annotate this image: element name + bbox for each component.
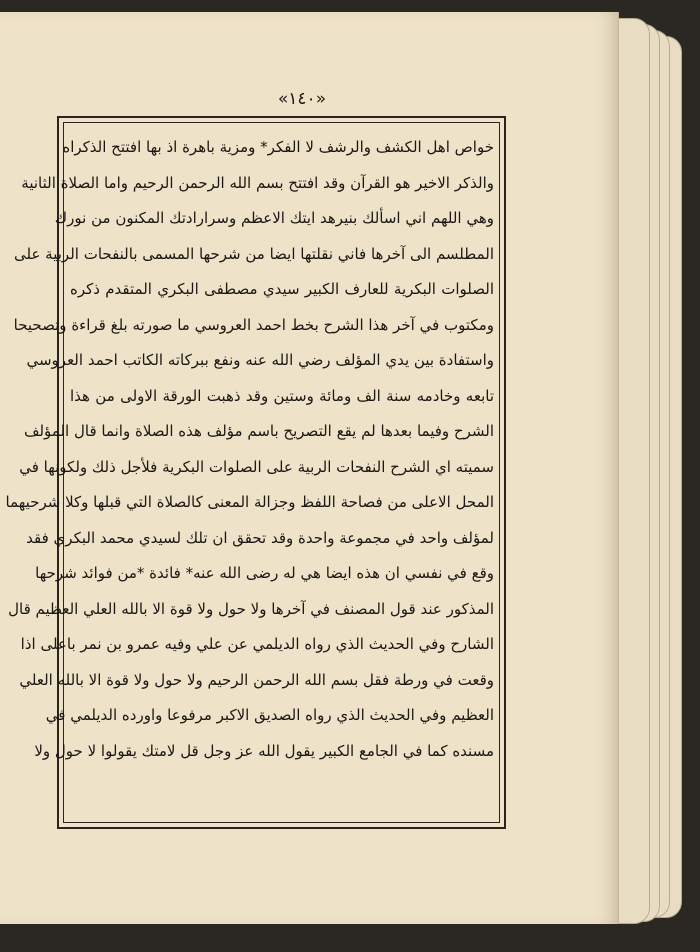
text-line: المحل الاعلى من فصاحة اللفظ وجزالة المعنى كالصلاة التي قبلها وكلا شرحيهما xyxy=(5,493,494,511)
text-line: العظيم وفي الحديث الذي رواه الصديق الاكبر مرفوعا واورده الديلمي في xyxy=(45,706,494,724)
text-line: خواص اهل الكشف والرشف لا الفكر* ومزية باهرة اذ بها افتتح الذكراه xyxy=(62,138,494,156)
text-line: واستفادة بين يدي المؤلف رضي الله عنه ونفع ببركاته الكاتب احمد العروسي xyxy=(26,351,494,369)
arabic-text-block xyxy=(5,130,494,820)
page-number: «١٤٠» xyxy=(277,89,327,109)
text-line: سميته اي الشرح النفحات الربية على الصلوات البكرية فلأجل ذلك ولكونها في xyxy=(19,457,494,476)
text-line: وهي اللهم اني اسألك بنيرهد ايتك الاعظم وسرارادتك المكنون من نورك xyxy=(54,209,494,227)
text-line: وقعت في ورطة فقل بسم الله الرحمن الرحيم ولا حول ولا قوة الا بالله العلي xyxy=(19,670,494,689)
text-line: الشارح وفي الحديث الذي رواه الديلمي عن علي وفيه عمرو بن نمر باعلى اذا xyxy=(20,635,494,653)
book-page xyxy=(0,12,619,924)
text-line: ومكتوب في آخر هذا الشرح بخط احمد العروسي ما صورته بلغ قراءة وتصحيحا xyxy=(13,315,494,334)
text-line: والذكر الاخير هو القرآن وقد افتتح بسم الله الرحمن الرحيم واما الصلاة الثانية xyxy=(21,173,494,192)
text-line: وقع في نفسي ان هذه ايضا هي له رضى الله عنه* فائدة *من فوائد شرحها xyxy=(35,564,494,582)
text-line: المذكور عند قول المصنف في آخرها ولا حول ولا قوة الا بالله العلي العظيم قال xyxy=(8,599,494,618)
text-line: تابعه وخادمه سنة الف ومائة وستين وقد ذهبت الورقة الاولى من هذا xyxy=(70,386,494,405)
text-line: مسنده كما في الجامع الكبير يقول الله عز وجل قل لامتك يقولوا لا حول ولا xyxy=(34,741,494,760)
text-line: الصلوات البكرية للعارف الكبير سيدي مصطفى البكري المتقدم ذكره xyxy=(70,280,494,298)
text-line: الشرح وفيما بعدها لم يقع التصريح باسم مؤلف هذه الصلاة وانما قال المؤلف xyxy=(23,422,494,440)
text-line: لمؤلف واحد في مجموعة واحدة وقد تحقق ان تلك لسيدي محمد البكري فقد xyxy=(26,528,494,547)
text-line: المطلسم الى آخرها فاني نقلتها ايضا من شرحها المسمى بالنفحات الربية على xyxy=(13,244,494,263)
